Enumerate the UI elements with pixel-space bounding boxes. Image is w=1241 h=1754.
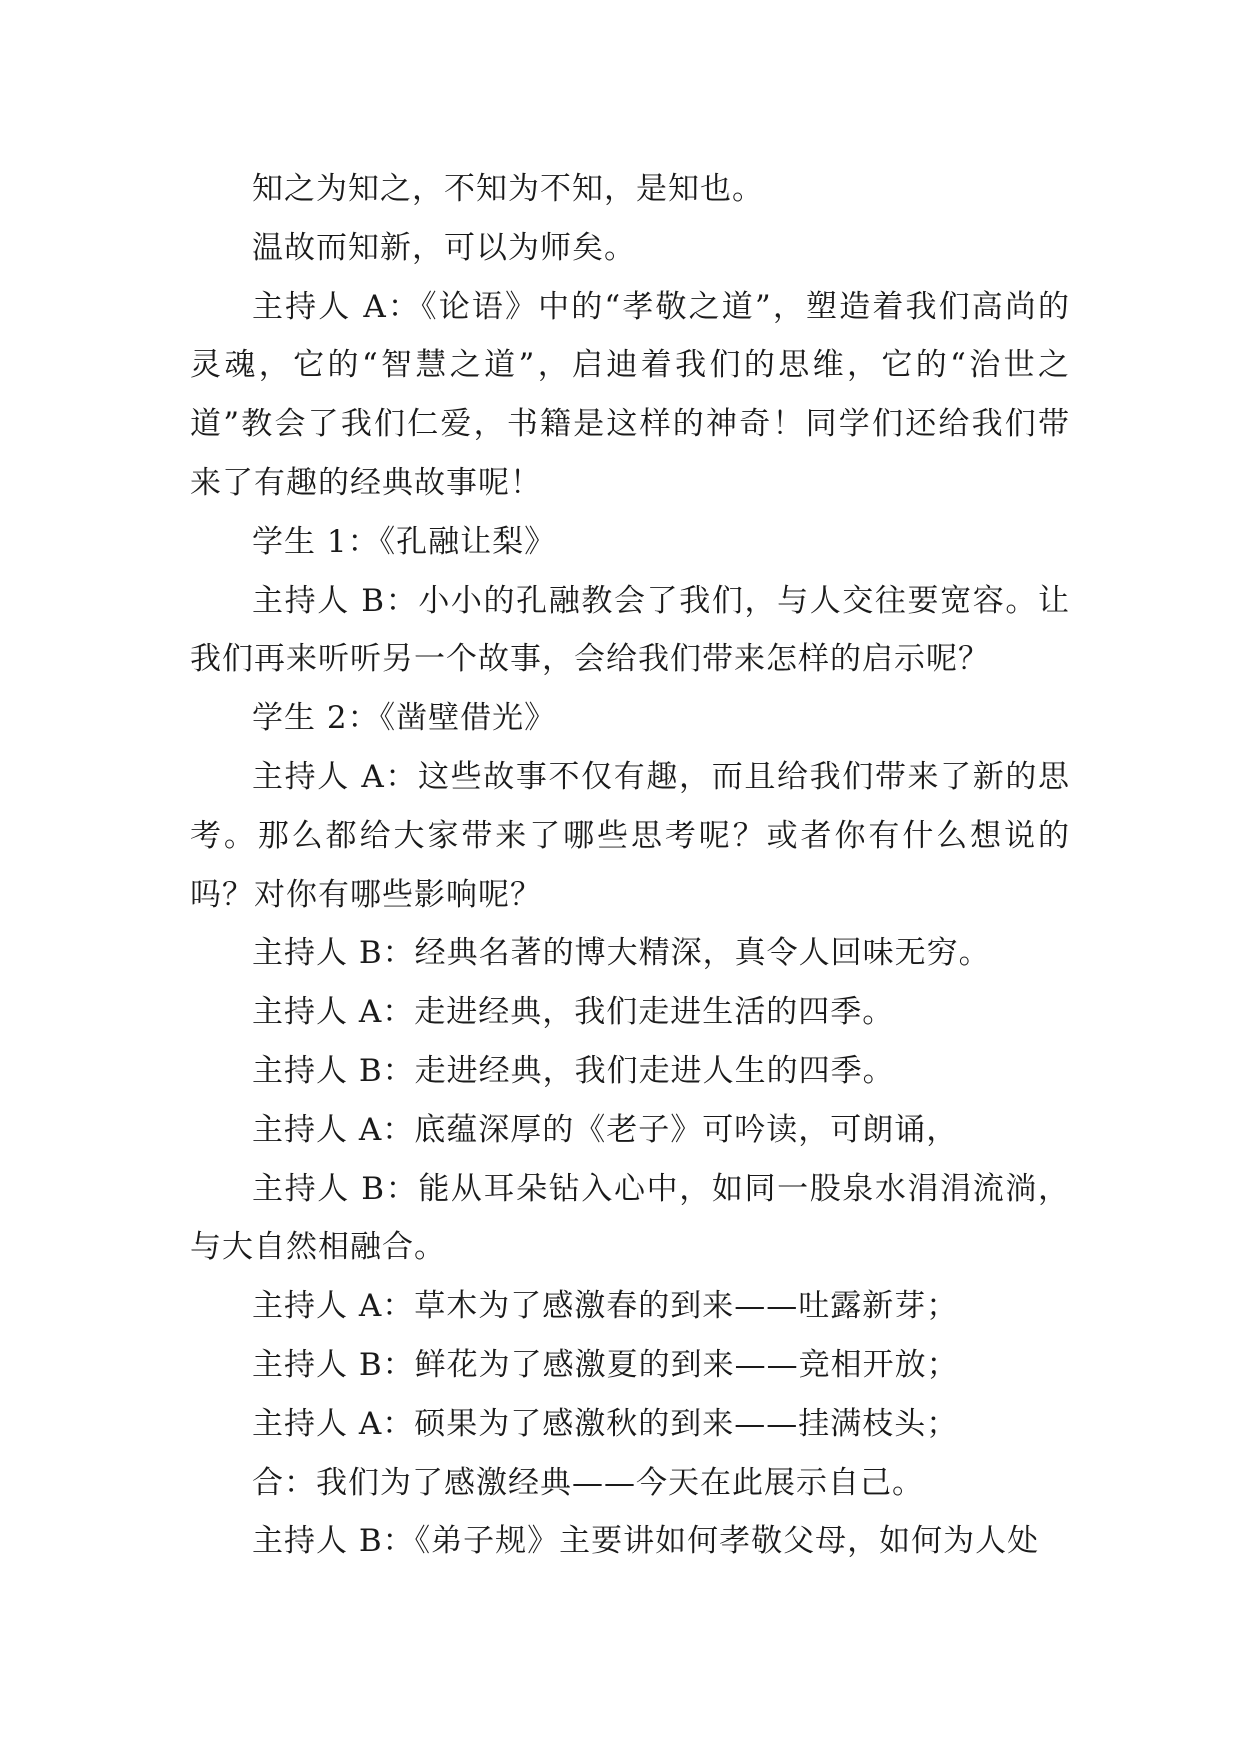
paragraph: 合：我们为了感激经典——今天在此展示自己。 <box>252 1464 924 1501</box>
paragraph: 主持人 B：走进经典，我们走进人生的四季。 <box>252 1052 895 1089</box>
paragraph: 主持人 A：《论语》中的“孝敬之道”，塑造着我们高尚的灵魂，它的“智慧之道”，启迪着我们的思维，它的“治世之道”教会了我们仁爱，书籍是这样的神奇！同学们还给我们带来了有趣的经典故事呢！ <box>190 288 1070 501</box>
paragraph: 主持人 B：鲜花为了感激夏的到来——竞相开放； <box>252 1346 959 1383</box>
paragraph: 主持人 A：这些故事不仅有趣，而且给我们带来了新的思考。那么都给大家带来了哪些思考呢？或者你有什么想说的吗？对你有哪些影响呢？ <box>190 758 1070 913</box>
paragraph: 主持人 B：能从耳朵钻入心中，如同一股泉水涓涓流淌，与大自然相融合。 <box>190 1170 1070 1266</box>
paragraph: 主持人 A：草木为了感激春的到来——吐露新芽； <box>252 1288 959 1325</box>
paragraph: 主持人 A：硕果为了感激秋的到来——挂满枝头； <box>252 1405 959 1442</box>
paragraph: 主持人 B：《弟子规》主要讲如何孝敬父母，如何为人处 <box>252 1523 1040 1560</box>
paragraph: 主持人 B：小小的孔融教会了我们，与人交往要宽容。让我们再来听听另一个故事，会给我们带来怎样的启示呢？ <box>190 582 1070 678</box>
paragraph: 主持人 B：经典名著的博大精深，真令人回味无穷。 <box>252 935 991 972</box>
paragraph: 主持人 A：底蕴深厚的《老子》可吟读，可朗诵， <box>252 1111 959 1148</box>
paragraph: 知之为知之，不知为不知，是知也。 <box>252 171 764 207</box>
paragraph: 温故而知新，可以为师矣。 <box>252 229 636 266</box>
paragraph: 学生 2：《凿壁借光》 <box>252 700 557 737</box>
document-body <box>190 160 1070 1571</box>
paragraph: 学生 1：《孔融让梨》 <box>252 523 557 560</box>
paragraph: 主持人 A：走进经典，我们走进生活的四季。 <box>252 994 895 1031</box>
